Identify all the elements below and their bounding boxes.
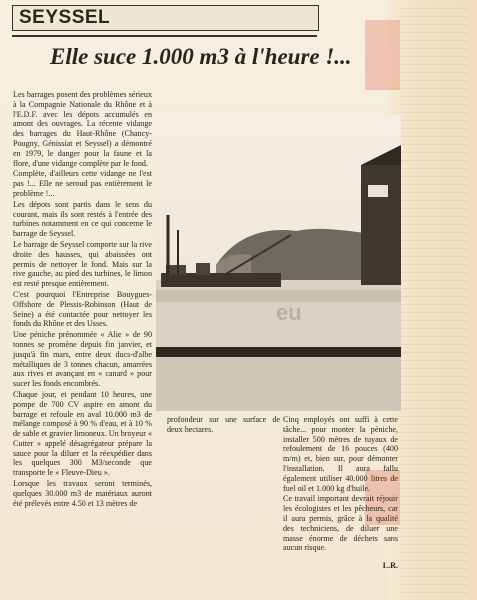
- article-column-right: [283, 415, 398, 571]
- paragraph: Complète, d'ailleurs cette vidange ne l'est pas !... Elle ne seroud pas entièrement le problème !...: [13, 169, 152, 198]
- article-column-left: [13, 90, 152, 509]
- author-signature: L.R.: [382, 561, 398, 571]
- barge-on-river-photo: [156, 115, 401, 411]
- section-label: SEYSSEL: [19, 7, 111, 28]
- paragraph: Les dépots sont partis dans le sens du courant, mais ils sont restés à l'entrée des turbines notamment en ce qui concerne le barrage de Seyssel.: [13, 199, 152, 239]
- paragraph: Ce travail important devrait réjouir les écologistes et les pêcheurs, car il aura permis, grâce à la qualité des techniciens, de diluer une masse énorme de déchets sans aucun risque.: [283, 494, 398, 553]
- paragraph: C'est pourquoi l'Entreprise Bouygues-Offshore de Plessis-Robinson (Haut de Seine) a été contactée pour nettoyer les fonds du Rhône et des Usses.: [13, 289, 152, 329]
- header-rule: [12, 35, 317, 37]
- paragraph: Une péniche prénommée « Alie » de 90 tonnes se promène depuis fin janvier, et jusqu'à fin mars, entre deux ducs-d'albe métalliques de 3 tonnes chacun, amarrées aux rives et avançant en « canard » pour sucer les fonds encombrés.: [13, 330, 152, 389]
- svg-text:eu: eu: [276, 300, 302, 325]
- article-column-middle: [167, 415, 280, 436]
- bleed-through-text: [398, 8, 468, 593]
- article-title: Elle suce 1.000 m3 à l'heure !...: [50, 44, 352, 69]
- paragraph: Lorsque les travaux seront terminés, quelques 30.000 m3 de matériaux auront été prélevés entre 4.50 et 13 mètres de: [13, 479, 152, 508]
- paragraph: profondeur sur une surface de deux hectares.: [167, 415, 280, 434]
- paragraph: Le barrage de Seyssel comporte sur la rive droite des hausses, qui abaissées ont permis de nettoyer le fond. Mais sur la rive gauche, au pied des turbines, le limon est resté presque entièrement.: [13, 239, 152, 289]
- paragraph: Chaque jour, et pendant 10 heures, une pompe de 700 CV aspire en amont du barrage et refoule en aval 10.000 m3 de mélange composé à 90 % d'eau, et à 10 % de sable et gravier limoneux. Un broyeur « Cutter » appelé désagrégateur prépare la sauce pour la diluer et la réexpédier dans les quelques 300 M3/seconde que transporte le « Fleuve-Dieu ».: [13, 389, 152, 478]
- paragraph: Cinq employés ont suffi à cette tâche... pour monter la péniche, installer 500 mètres de tuyaux de refoulement de 16 pouces (400 m/m) et, bien sur, pour démonter l'installation. Il aura fallu également utiliser 40.000 litres de fuel oil et 1.000 kg d'huile.: [283, 415, 398, 493]
- paragraph: Les barrages posent des problèmes sérieux à la Compagnie Nationale du Rhône et à l'E.D.F. avec les dépots accumulés en amont des ouvrages. La récente vidange des barrages du Haut-Rhône (Chancy-Pougny, Génissiat et Seyssel) a démontré en 1979, le danger pour la faune et la flore, d'une vidange complète par le fond.: [13, 90, 152, 168]
- photo-illustration: [156, 115, 401, 411]
